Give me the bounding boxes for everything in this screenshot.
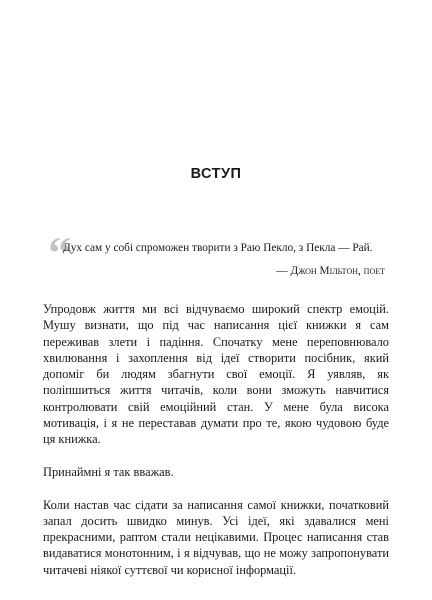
attribution-dash: — xyxy=(276,265,291,277)
quote-mark-icon: “ xyxy=(48,227,71,278)
chapter-title: ВСТУП xyxy=(190,166,242,182)
body-text xyxy=(43,301,389,594)
attribution-role: , поет xyxy=(358,265,385,277)
epigraph-attribution xyxy=(276,265,385,277)
paragraph: Упродовж життя ми всі відчуваємо широкий спектр емоцій. Мушу визнати, що під час написання цієї книжки я сам переживав злети і падіння. Спочатку мене переповнювало хвилювання і захоплення від ідеї створити посібник, який допоміг би людям збагнути свої емоції. Я уявляв, як поліпшиться життя читачів, коли вони зможуть навчитися контролювати свій емоційний стан. У мене була висока мотивація, і я не переставав думати про те, якою чудовою буде ця книжка. xyxy=(43,302,389,447)
paragraph: Принаймні я так вважав. xyxy=(43,464,174,479)
paragraph: Коли настав час сідати за написання самої книжки, початковий запал досить швидко минув. Усі ідеї, які здавалися мені прекрасними, раптом стали нецікавими. Процес написання став видаватися монотонним, і я відчував, що не можу запропонувати читачеві ніякої суттєвої чи корисної інформації. xyxy=(43,497,389,577)
epigraph-quote: Дух сам у собі спроможен творити з Раю Пекло, з Пекла — Рай. xyxy=(63,242,373,254)
attribution-name: Джон Мільтон xyxy=(290,265,359,277)
